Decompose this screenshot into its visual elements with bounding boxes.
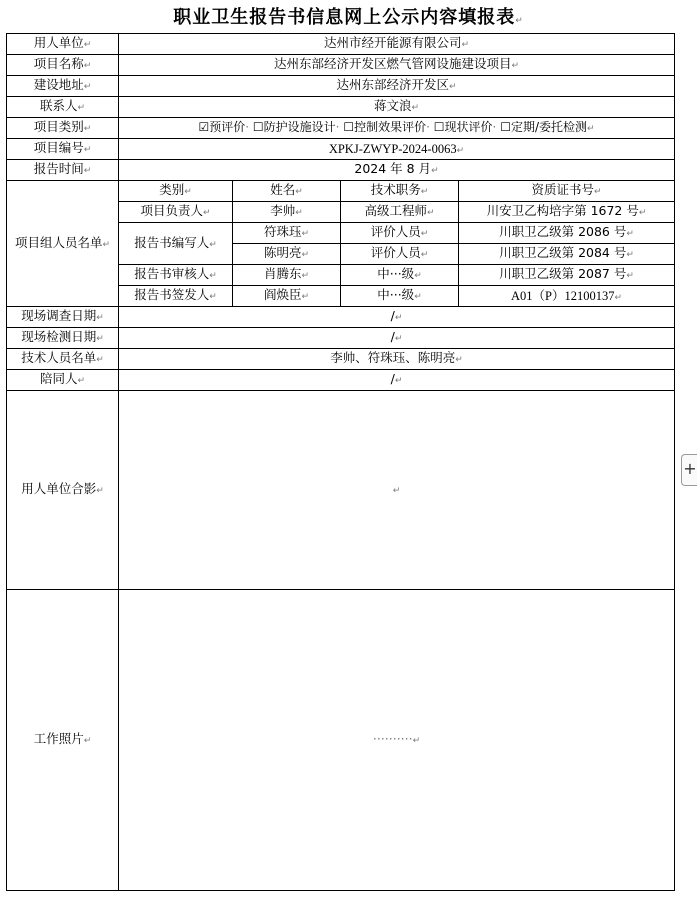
- label-report-time: 报告时间↵: [7, 160, 119, 181]
- label-contact: 联系人↵: [7, 97, 119, 118]
- row-project-name: [7, 55, 675, 76]
- team-header-cert: 资质证书号↵: [459, 181, 675, 202]
- team-name[interactable]: 符珠珏↵: [233, 223, 341, 244]
- value-employer[interactable]: 达州市经开能源有限公司↵: [119, 34, 675, 55]
- team-name[interactable]: 陈明亮↵: [233, 244, 341, 265]
- checkbox-icon[interactable]: ☐: [343, 120, 355, 134]
- row-report-time: [7, 160, 675, 181]
- team-role[interactable]: 报告书编写人↵: [119, 223, 233, 265]
- row-address: [7, 76, 675, 97]
- form-title-text: 职业卫生报告书信息网上公示内容填报表: [173, 7, 516, 28]
- label-project-no: 项目编号↵: [7, 139, 119, 160]
- group-photo-area[interactable]: ↵: [119, 391, 675, 590]
- paragraph-mark-icon: ↵: [515, 16, 524, 26]
- category-option-status-evaluation[interactable]: ☐现状评价: [433, 120, 493, 134]
- value-project-no[interactable]: XPKJ-ZWYP-2024-0063↵: [119, 139, 675, 160]
- label-project-name: 项目名称↵: [7, 55, 119, 76]
- team-role[interactable]: 报告书审核人↵: [119, 265, 233, 286]
- add-row-button[interactable]: +: [681, 454, 697, 486]
- team-name[interactable]: 阎焕臣↵: [233, 286, 341, 307]
- row-contact: [7, 97, 675, 118]
- value-address[interactable]: 达州东部经济开发区↵: [119, 76, 675, 97]
- row-survey-date: [7, 307, 675, 328]
- value-contact[interactable]: 蒋文浪↵: [119, 97, 675, 118]
- label-survey-date: 现场调查日期↵: [7, 307, 119, 328]
- disclosure-form-table: [6, 33, 675, 891]
- team-cert[interactable]: 川职卫乙级第 2087 号↵: [459, 265, 675, 286]
- team-cert[interactable]: 川职卫乙级第 2084 号↵: [459, 244, 675, 265]
- team-cert[interactable]: A01（P）12100137↵: [459, 286, 675, 307]
- label-companion: 陪同人↵: [7, 370, 119, 391]
- team-title[interactable]: 评价人员↵: [341, 223, 459, 244]
- checked-checkbox-icon[interactable]: ☑: [198, 120, 210, 134]
- row-test-date: [7, 328, 675, 349]
- value-tech-staff[interactable]: 李帅、符珠珏、陈明亮↵: [119, 349, 675, 370]
- team-title[interactable]: 中···级↵: [341, 265, 459, 286]
- label-tech-staff: 技术人员名单↵: [7, 349, 119, 370]
- checkbox-icon[interactable]: ☐: [252, 120, 264, 134]
- row-employer: [7, 34, 675, 55]
- label-team: 项目组人员名单↵: [7, 181, 119, 307]
- team-title[interactable]: 中···级↵: [341, 286, 459, 307]
- team-header-title: 技术职务↵: [341, 181, 459, 202]
- checkbox-icon[interactable]: ☐: [500, 120, 511, 134]
- row-companion: [7, 370, 675, 391]
- label-employer: 用人单位↵: [7, 34, 119, 55]
- row-project-no: [7, 139, 675, 160]
- team-role[interactable]: 项目负责人↵: [119, 202, 233, 223]
- team-header-name: 姓名↵: [233, 181, 341, 202]
- value-survey-date[interactable]: /↵: [119, 307, 675, 328]
- value-category: ☑预评价· ☐防护设施设计· ☐控制效果评价· ☐现状评价· ☐定期/委托检测↵: [119, 118, 675, 139]
- label-work-photo: 工作照片↵: [7, 590, 119, 891]
- category-option-protection-design[interactable]: ☐防护设施设计: [252, 120, 336, 134]
- team-title[interactable]: 高级工程师↵: [341, 202, 459, 223]
- value-test-date[interactable]: /↵: [119, 328, 675, 349]
- team-header-row: [7, 181, 675, 202]
- label-test-date: 现场检测日期↵: [7, 328, 119, 349]
- value-project-name[interactable]: 达州东部经济开发区燃气管网设施建设项目↵: [119, 55, 675, 76]
- team-cert[interactable]: 川安卫乙构培字第 1672 号↵: [459, 202, 675, 223]
- category-option-pre-evaluation[interactable]: ☑预评价: [198, 120, 246, 134]
- category-option-periodic-testing[interactable]: ☐定期/委托检测: [500, 120, 587, 134]
- label-address: 建设地址↵: [7, 76, 119, 97]
- row-category: [7, 118, 675, 139]
- row-tech-staff: [7, 349, 675, 370]
- form-title: [0, 3, 697, 29]
- label-category: 项目类别↵: [7, 118, 119, 139]
- team-role[interactable]: 报告书签发人↵: [119, 286, 233, 307]
- value-report-time[interactable]: 2024 年 8 月↵: [119, 160, 675, 181]
- team-name[interactable]: 肖腾东↵: [233, 265, 341, 286]
- checkbox-icon[interactable]: ☐: [433, 120, 445, 134]
- label-group-photo: 用人单位合影↵: [7, 391, 119, 590]
- team-title[interactable]: 评价人员↵: [341, 244, 459, 265]
- team-cert[interactable]: 川职卫乙级第 2086 号↵: [459, 223, 675, 244]
- team-header-role: 类别↵: [119, 181, 233, 202]
- team-name[interactable]: 李帅↵: [233, 202, 341, 223]
- category-option-control-effect[interactable]: ☐控制效果评价: [343, 120, 427, 134]
- value-companion[interactable]: /↵: [119, 370, 675, 391]
- row-work-photo: [7, 590, 675, 891]
- row-group-photo: [7, 391, 675, 590]
- work-photo-area[interactable]: ··········↵: [119, 590, 675, 891]
